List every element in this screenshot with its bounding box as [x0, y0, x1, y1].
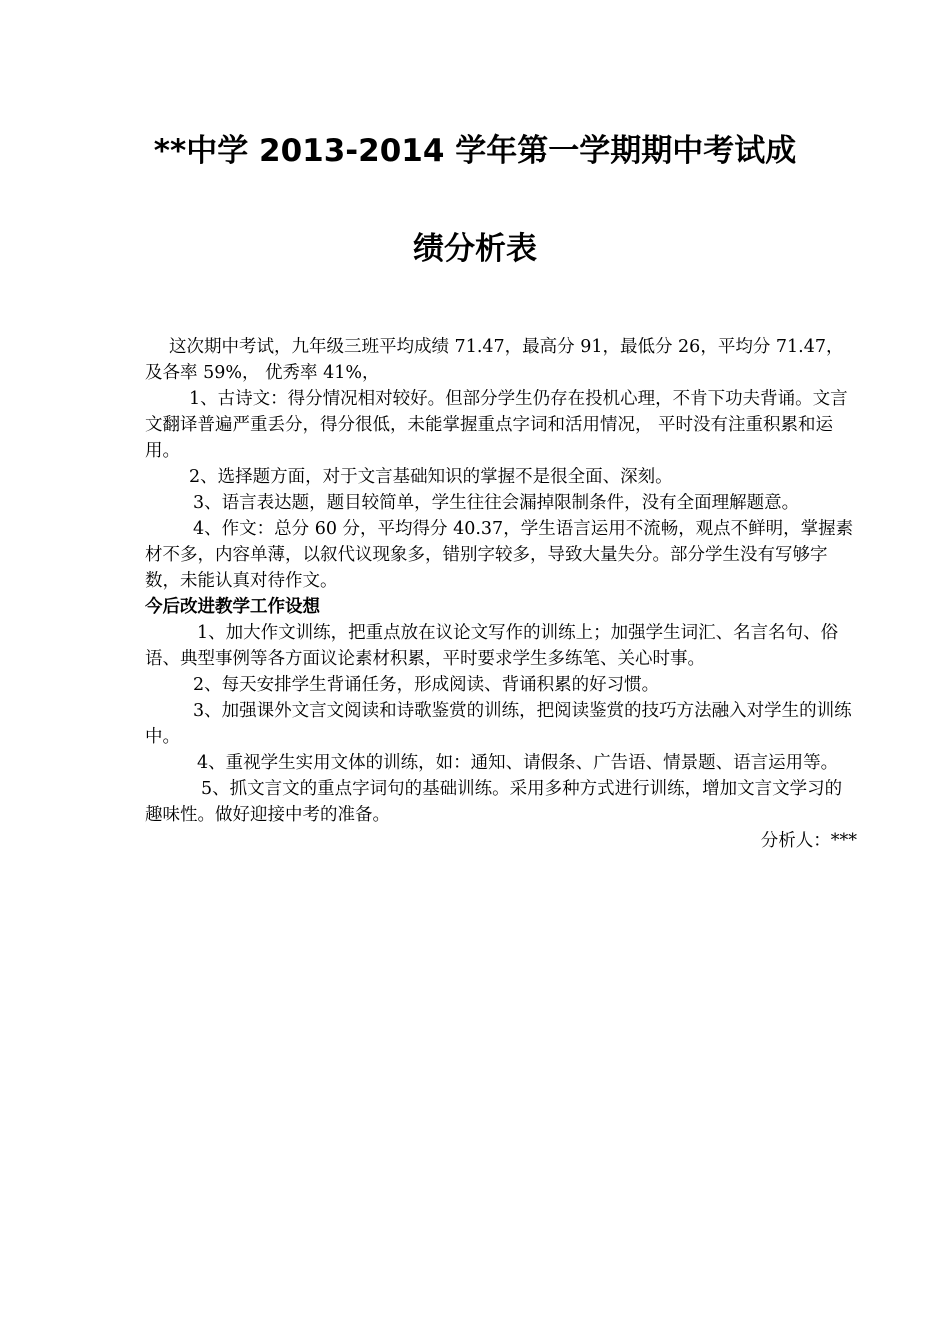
analysis-item-2: 2、选择题方面，对于文言基础知识的掌握不是很全面、深刻。: [189, 467, 673, 487]
document-title-line-2: 绩分析表: [413, 231, 537, 267]
summary-paragraph: 这次期中考试，九年级三班平均成绩 71.47，最高分 91，最低分 26，平均分 71.47， 及各率 59%， 优秀率 41%，: [145, 337, 844, 383]
improvement-item-3: 3、加强课外文言文阅读和诗歌鉴赏的训练，把阅读鉴赏的技巧方法融入对学生的训练中。: [145, 701, 852, 747]
document-body: [145, 334, 857, 854]
analysis-item-3: 3、语言表达题，题目较简单，学生往往会漏掉限制条件，没有全面理解题意。: [193, 493, 800, 513]
document-title-line-1: **中学 2013-2014 学年第一学期期中考试成: [153, 133, 797, 169]
improvement-heading: 今后改进教学工作设想: [145, 597, 320, 617]
improvement-item-2: 2、每天安排学生背诵任务，形成阅读、背诵积累的好习惯。: [193, 675, 660, 695]
signature: 分析人：***: [760, 831, 857, 851]
improvement-item-1: 1、加大作文训练，把重点放在议论文写作的训练上；加强学生词汇、名言名句、俗语、典型事例等各方面议论素材积累，平时要求学生多练笔、关心时事。: [145, 623, 839, 669]
analysis-item-1: 1、古诗文：得分情况相对较好。但部分学生仍存在投机心理，不肯下功夫背诵。文言文翻译普遍严重丢分，得分很低，未能掌握重点字词和活用情况， 平时没有注重积累和运用。: [145, 389, 848, 461]
improvement-item-5: 5、抓文言文的重点字词句的基础训练。采用多种方式进行训练，增加文言文学习的趣味性。做好迎接中考的准备。: [145, 779, 843, 825]
analysis-item-4: 4、作文：总分 60 分，平均得分 40.37，学生语言运用不流畅，观点不鲜明，掌握素材不多，内容单薄，以叙代议现象多，错别字较多，导致大量失分。部分学生没有写够字数，未能认真对待作文。: [145, 519, 854, 591]
improvement-item-4: 4、重视学生实用文体的训练，如：通知、请假条、广告语、情景题、语言运用等。: [197, 753, 839, 773]
